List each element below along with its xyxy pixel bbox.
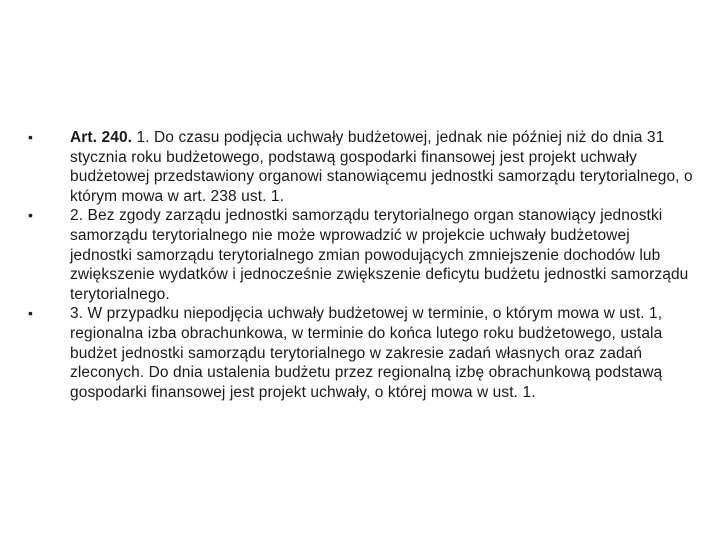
list-item-ust-3 bbox=[28, 304, 696, 402]
item-text: 1. Do czasu podjęcia uchwały budżetowej, jednak nie później niż do dnia 31 stycznia roku budżetowego, podstawą gospodarki finansowej jest projekt uchwały budżetowej przedstawiony organowi stanowiącemu jednostki samorządu terytorialnego, o którym mowa w art. 238 ust. 1. bbox=[70, 129, 693, 205]
list-item-art-240-ust-1 bbox=[28, 128, 696, 206]
bullet-list bbox=[28, 128, 696, 402]
bullet-icon: • bbox=[28, 129, 34, 145]
list-item-ust-2 bbox=[28, 206, 696, 304]
article-number: Art. 240. bbox=[70, 129, 133, 146]
item-text: 3. W przypadku niepodjęcia uchwały budżetowej w terminie, o którym mowa w ust. 1, regionalna izba obrachunkowa, w terminie do końca lutego roku budżetowego, ustala budżet jednostki samorządu terytorialnego w zakresie zadań własnych oraz zadań zleconych. Do dnia ustalenia budżetu przez regionalną izbę obrachunkową podstawą gospodarki finansowej jest projekt uchwały, o której mowa w ust. 1. bbox=[70, 305, 663, 401]
item-text: 2. Bez zgody zarządu jednostki samorządu terytorialnego organ stanowiący jednostki samorządu terytorialnego nie może wprowadzić w projekcie uchwały budżetowej jednostki samorządu terytorialnego zmian powodujących zmniejszenie dochodów lub zwiększenie wydatków i jednocześnie zwiększenie deficytu budżetu jednostki samorządu terytorialnego. bbox=[70, 207, 689, 303]
bullet-icon: • bbox=[28, 207, 34, 224]
bullet-icon: • bbox=[28, 305, 34, 322]
